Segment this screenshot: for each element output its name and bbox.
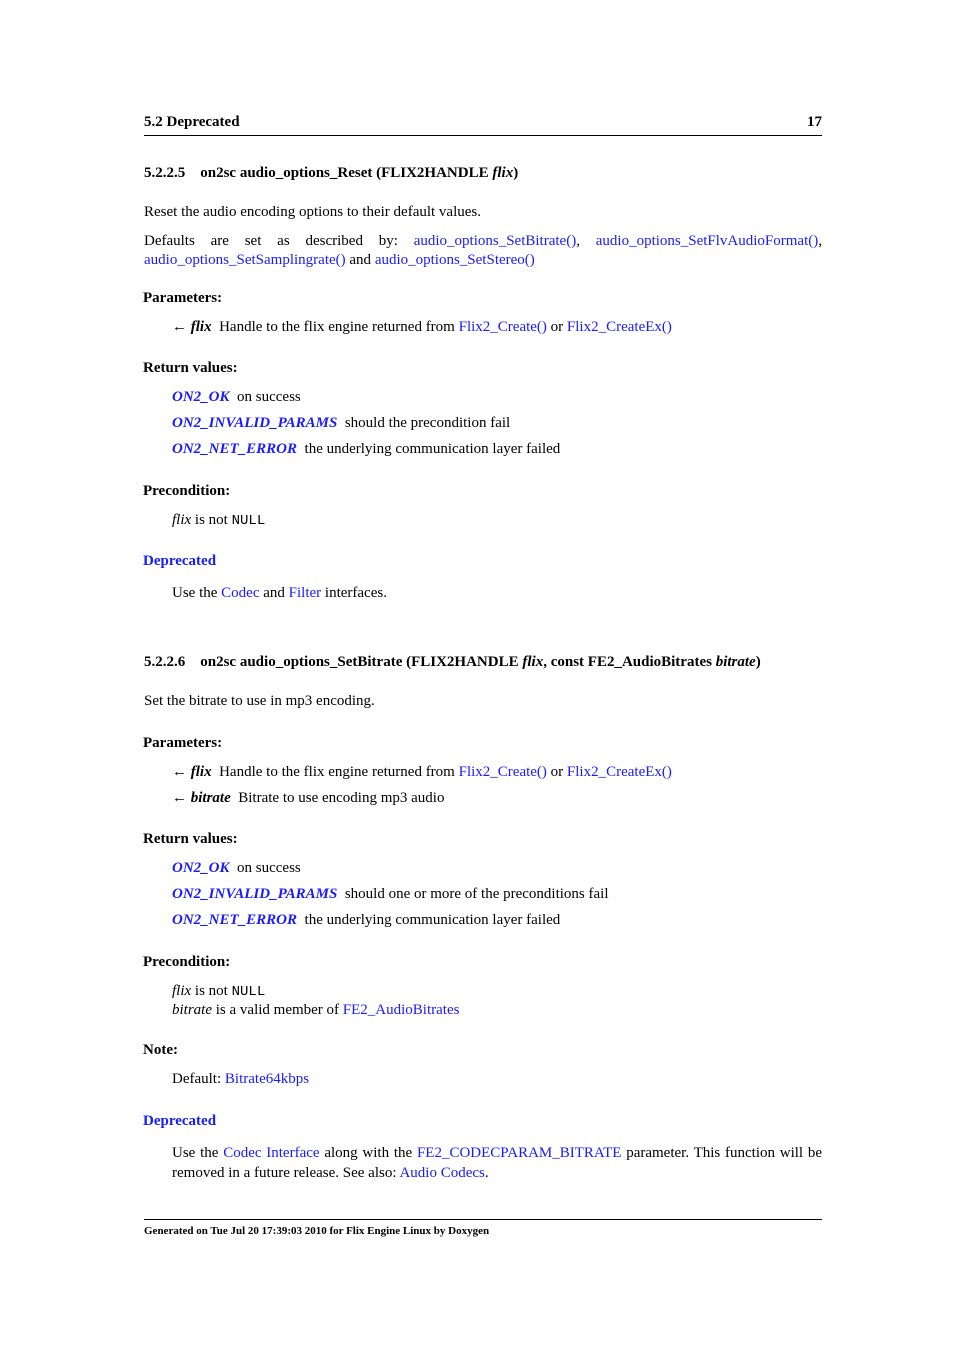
section-title-prefix: on2sc audio_options_Reset (FLIX2HANDLE xyxy=(200,165,493,181)
section-title-suffix: ) xyxy=(755,654,761,670)
in-arrow-icon: ← xyxy=(172,319,187,335)
dep-text: parameter. This function will be removed in a future release. See also: xyxy=(172,1145,823,1181)
or-word: or xyxy=(550,764,564,780)
precondition-text xyxy=(172,512,265,529)
defaults-prefix: Defaults are set as described by: xyxy=(144,233,398,249)
comma: , xyxy=(576,233,580,249)
link-fe2-audiobitrates[interactable]: FE2_AudioBitrates xyxy=(342,1002,460,1018)
section-heading-5-2-2-5 xyxy=(144,165,518,182)
param-name: flix xyxy=(190,764,212,780)
param-row-flix xyxy=(172,764,672,781)
precond-var: bitrate xyxy=(172,1002,212,1018)
parameters-heading: Parameters: xyxy=(143,735,223,751)
precondition-text xyxy=(172,983,265,1000)
dep-mid: along with the xyxy=(324,1145,413,1161)
period: . xyxy=(484,1165,489,1181)
precond-text: is not xyxy=(194,512,228,528)
param-row-flix xyxy=(172,319,672,336)
precondition-text xyxy=(172,1002,459,1019)
retval-desc: on success xyxy=(237,860,301,876)
footer-rule xyxy=(144,1219,822,1220)
precond-var: flix xyxy=(172,983,192,999)
retval-on2-invalid-params[interactable]: ON2_INVALID_PARAMS xyxy=(172,415,338,431)
retval-desc: should one or more of the preconditions fail xyxy=(344,886,609,902)
link-filter[interactable]: Filter xyxy=(288,585,322,601)
precond-var: flix xyxy=(172,512,192,528)
section-heading-5-2-2-6 xyxy=(144,654,761,671)
and-word: and xyxy=(263,585,285,601)
section-title-prefix: on2sc audio_options_SetBitrate (FLIX2HANDLE xyxy=(200,654,523,670)
header-rule xyxy=(144,135,822,136)
retval-desc: on success xyxy=(237,389,301,405)
section-title-param: flix xyxy=(492,165,514,181)
link-audio-options-setflvaudioformat[interactable]: audio_options_SetFlvAudioFormat() xyxy=(595,233,819,249)
return-values-heading: Return values: xyxy=(143,831,238,847)
deprecated-text xyxy=(172,585,387,602)
link-bitrate64kbps[interactable]: Bitrate64kbps xyxy=(224,1071,310,1087)
retval-on2-ok[interactable]: ON2_OK xyxy=(172,860,230,876)
link-audio-options-setsamplingrate[interactable]: audio_options_SetSamplingrate() xyxy=(144,252,346,268)
dep-use: Use the xyxy=(172,1145,219,1161)
retval-on2-ok[interactable]: ON2_OK xyxy=(172,389,230,405)
page-number: 17 xyxy=(807,114,822,130)
precondition-heading: Precondition: xyxy=(143,954,231,970)
link-fe2-codecparam-bitrate[interactable]: FE2_CODECPARAM_BITRATE xyxy=(416,1145,622,1161)
link-audio-options-setbitrate[interactable]: audio_options_SetBitrate() xyxy=(413,233,577,249)
retval-desc: the underlying communication layer failed xyxy=(304,912,561,928)
precondition-heading: Precondition: xyxy=(143,483,231,499)
section-title-suffix: ) xyxy=(513,165,519,181)
retval-row xyxy=(172,912,560,929)
retval-row xyxy=(172,389,301,406)
dep-use: Use the xyxy=(172,585,218,601)
note-label: Default: xyxy=(172,1071,222,1087)
retval-row xyxy=(172,441,560,458)
param-desc: Handle to the flix engine returned from xyxy=(219,319,455,335)
retval-row xyxy=(172,860,301,877)
retval-desc: the underlying communication layer failed xyxy=(304,441,561,457)
deprecated-link-heading[interactable]: Deprecated xyxy=(143,1113,217,1129)
precond-text: is not xyxy=(194,983,228,999)
section-title-param: flix xyxy=(522,654,544,670)
link-audio-options-setstereo[interactable]: audio_options_SetStereo() xyxy=(374,252,535,268)
param-desc: Handle to the flix engine returned from xyxy=(219,764,455,780)
note-heading: Note: xyxy=(143,1042,178,1058)
section-number: 5.2.2.6 xyxy=(144,654,186,670)
precond-text: is a valid member of xyxy=(215,1002,340,1018)
defaults-paragraph xyxy=(144,232,822,270)
return-values-heading: Return values: xyxy=(143,360,238,376)
retval-row xyxy=(172,886,609,903)
section-title-param: bitrate xyxy=(715,654,756,670)
param-name: bitrate xyxy=(190,790,231,806)
link-codec-interface[interactable]: Codec Interface xyxy=(223,1145,320,1161)
in-arrow-icon: ← xyxy=(172,790,187,806)
link-flix2-createex[interactable]: Flix2_CreateEx() xyxy=(566,319,672,335)
or-word: or xyxy=(550,319,564,335)
precond-null: NULL xyxy=(231,513,266,529)
link-audio-codecs[interactable]: Audio Codecs xyxy=(399,1165,485,1181)
link-flix2-createex[interactable]: Flix2_CreateEx() xyxy=(566,764,672,780)
param-desc: Bitrate to use encoding mp3 audio xyxy=(238,790,445,806)
parameters-heading: Parameters: xyxy=(143,290,223,306)
running-header-section: 5.2 Deprecated xyxy=(144,114,240,130)
link-flix2-create[interactable]: Flix2_Create() xyxy=(458,319,547,335)
description: Set the bitrate to use in mp3 encoding. xyxy=(144,693,375,709)
deprecated-text xyxy=(172,1143,822,1183)
link-codec[interactable]: Codec xyxy=(221,585,260,601)
note-text xyxy=(172,1071,309,1088)
retval-on2-invalid-params[interactable]: ON2_INVALID_PARAMS xyxy=(172,886,338,902)
param-row-bitrate xyxy=(172,790,444,807)
deprecated-link-heading[interactable]: Deprecated xyxy=(143,553,217,569)
link-flix2-create[interactable]: Flix2_Create() xyxy=(458,764,547,780)
in-arrow-icon: ← xyxy=(172,764,187,780)
section-number: 5.2.2.5 xyxy=(144,165,186,181)
retval-row xyxy=(172,415,510,432)
precond-null: NULL xyxy=(231,984,266,1000)
footer-generated: Generated on Tue Jul 20 17:39:03 2010 for Flix Engine Linux by Doxygen xyxy=(144,1225,490,1237)
and-word: and xyxy=(349,252,372,268)
retval-desc: should the precondition fail xyxy=(344,415,511,431)
retval-on2-net-error[interactable]: ON2_NET_ERROR xyxy=(172,441,298,457)
param-name: flix xyxy=(190,319,212,335)
retval-on2-net-error[interactable]: ON2_NET_ERROR xyxy=(172,912,298,928)
description: Reset the audio encoding options to their default values. xyxy=(144,204,482,220)
dep-suffix: interfaces. xyxy=(324,585,387,601)
comma: , xyxy=(818,233,822,249)
section-title-mid: , const FE2_AudioBitrates xyxy=(543,654,716,670)
